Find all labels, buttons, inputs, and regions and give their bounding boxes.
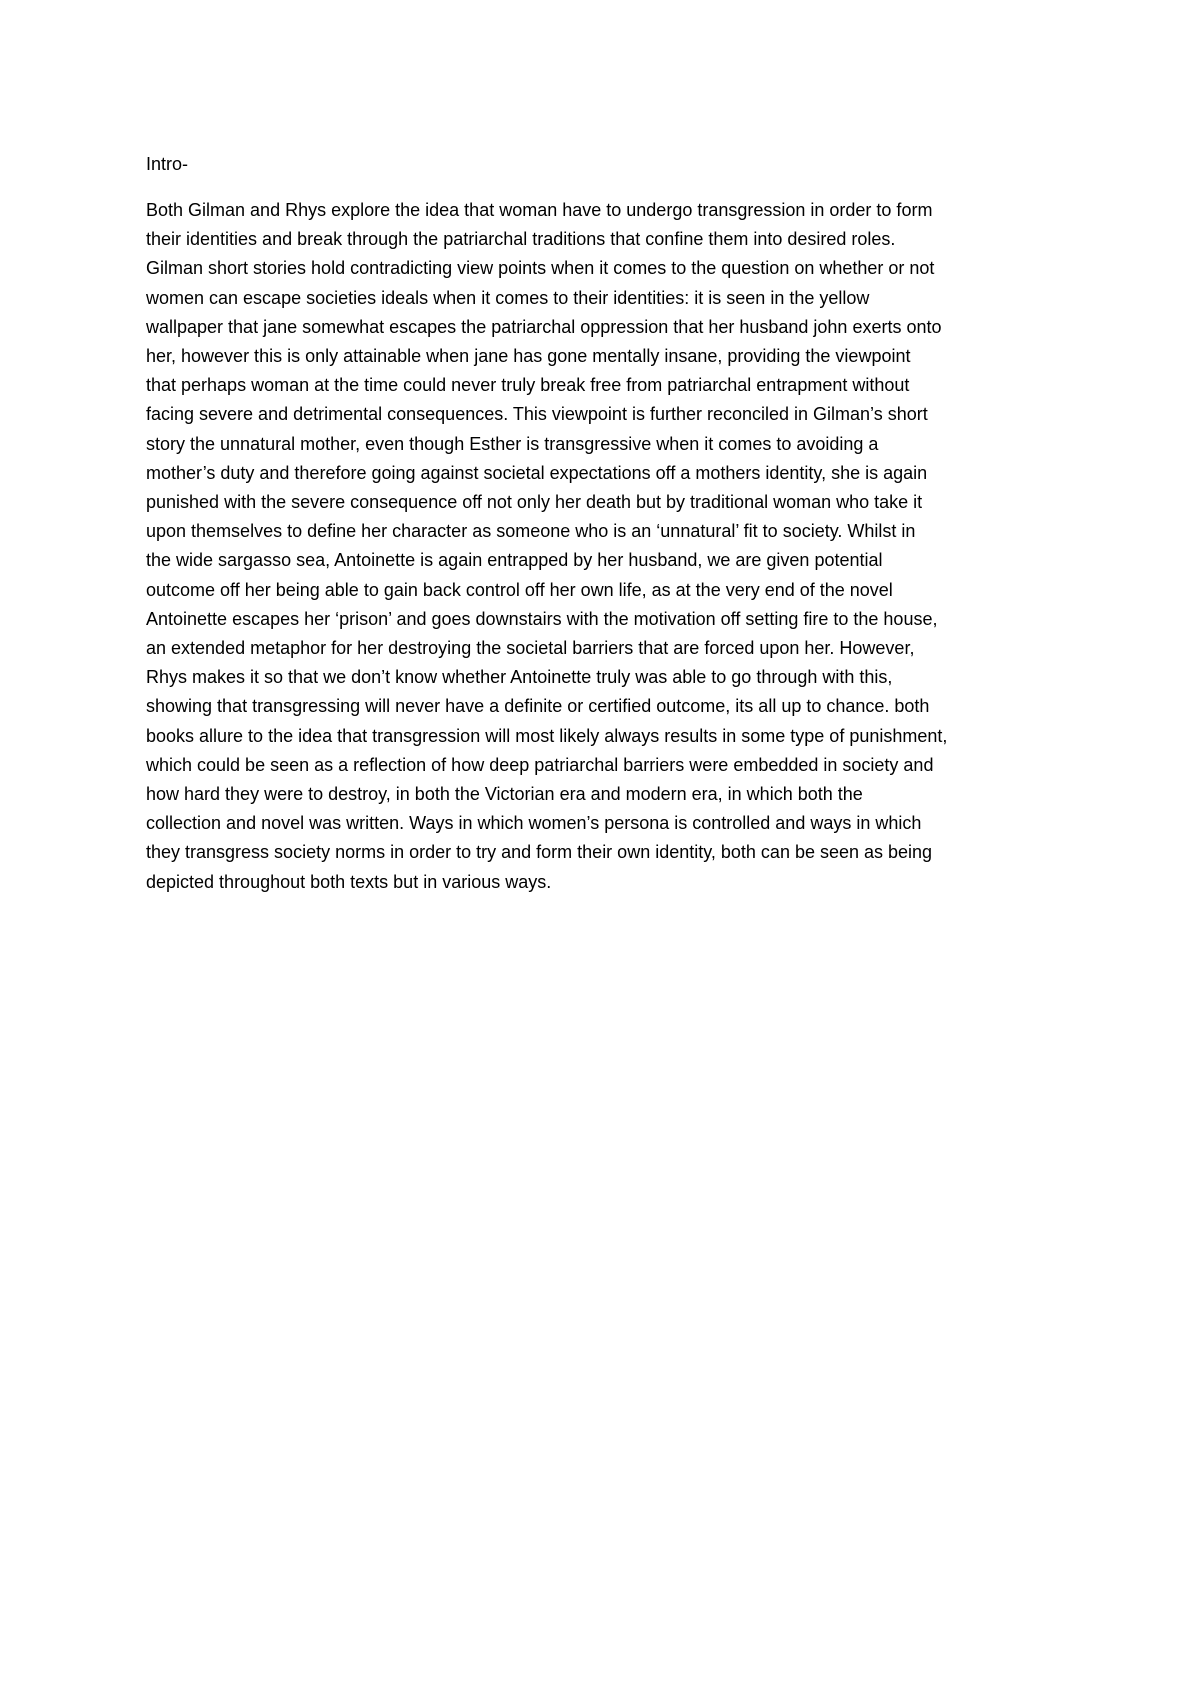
body-paragraph	[146, 196, 1072, 897]
paragraph-line: books allure to the idea that transgression will most likely always results in some type of punishment,	[146, 725, 948, 746]
paragraph-line: Antoinette escapes her ‘prison’ and goes downstairs with the motivation off setting fire to the house,	[146, 608, 938, 629]
paragraph-line: mother’s duty and therefore going against societal expectations off a mothers identity, she is again	[146, 462, 928, 483]
paragraph-line: Both Gilman and Rhys explore the idea that woman have to undergo transgression in order to form	[146, 200, 933, 220]
paragraph-line: an extended metaphor for her destroying the societal barriers that are forced upon her. However,	[146, 638, 915, 659]
paragraph-line: Gilman short stories hold contradicting view points when it comes to the question on whether or not	[146, 258, 935, 279]
paragraph-line: women can escape societies ideals when it comes to their identities: it is seen in the yellow	[146, 287, 870, 308]
paragraph-line: story the unnatural mother, even though Esther is transgressive when it comes to avoiding a	[146, 433, 879, 454]
paragraph-line: they transgress society norms in order to try and form their own identity, both can be seen as being	[146, 842, 933, 863]
section-heading: Intro-	[146, 154, 189, 174]
paragraph-line: that perhaps woman at the time could never truly break free from patriarchal entrapment without	[146, 375, 910, 396]
paragraph-line: the wide sargasso sea, Antoinette is again entrapped by her husband, we are given potential	[146, 550, 883, 571]
paragraph-line: their identities and break through the patriarchal traditions that confine them into desired roles.	[146, 229, 896, 250]
paragraph-line: wallpaper that jane somewhat escapes the patriarchal oppression that her husband john exerts onto	[146, 316, 942, 337]
paragraph-line: collection and novel was written. Ways in which women’s persona is controlled and ways in which	[146, 813, 922, 834]
paragraph-line: how hard they were to destroy, in both the Victorian era and modern era, in which both the	[146, 784, 863, 805]
paragraph-line: punished with the severe consequence off not only her death but by traditional woman who take it	[146, 492, 923, 513]
paragraph-line: her, however this is only attainable when jane has gone mentally insane, providing the viewpoint	[146, 346, 911, 367]
paragraph-line: showing that transgressing will never have a definite or certified outcome, its all up to chance. both	[146, 696, 930, 717]
document-content	[146, 150, 1072, 897]
paragraph-line: upon themselves to define her character as someone who is an ‘unnatural’ fit to society. Whilst in	[146, 521, 916, 542]
paragraph-line: which could be seen as a reflection of how deep patriarchal barriers were embedded in society and	[146, 754, 934, 775]
paragraph-line: facing severe and detrimental consequences. This viewpoint is further reconciled in Gilman’s short	[146, 404, 928, 425]
paragraph-line: Rhys makes it so that we don’t know whether Antoinette truly was able to go through with this,	[146, 667, 893, 688]
paragraph-line: depicted throughout both texts but in various ways.	[146, 871, 552, 892]
paragraph-line: outcome off her being able to gain back control off her own life, as at the very end of the novel	[146, 579, 893, 600]
